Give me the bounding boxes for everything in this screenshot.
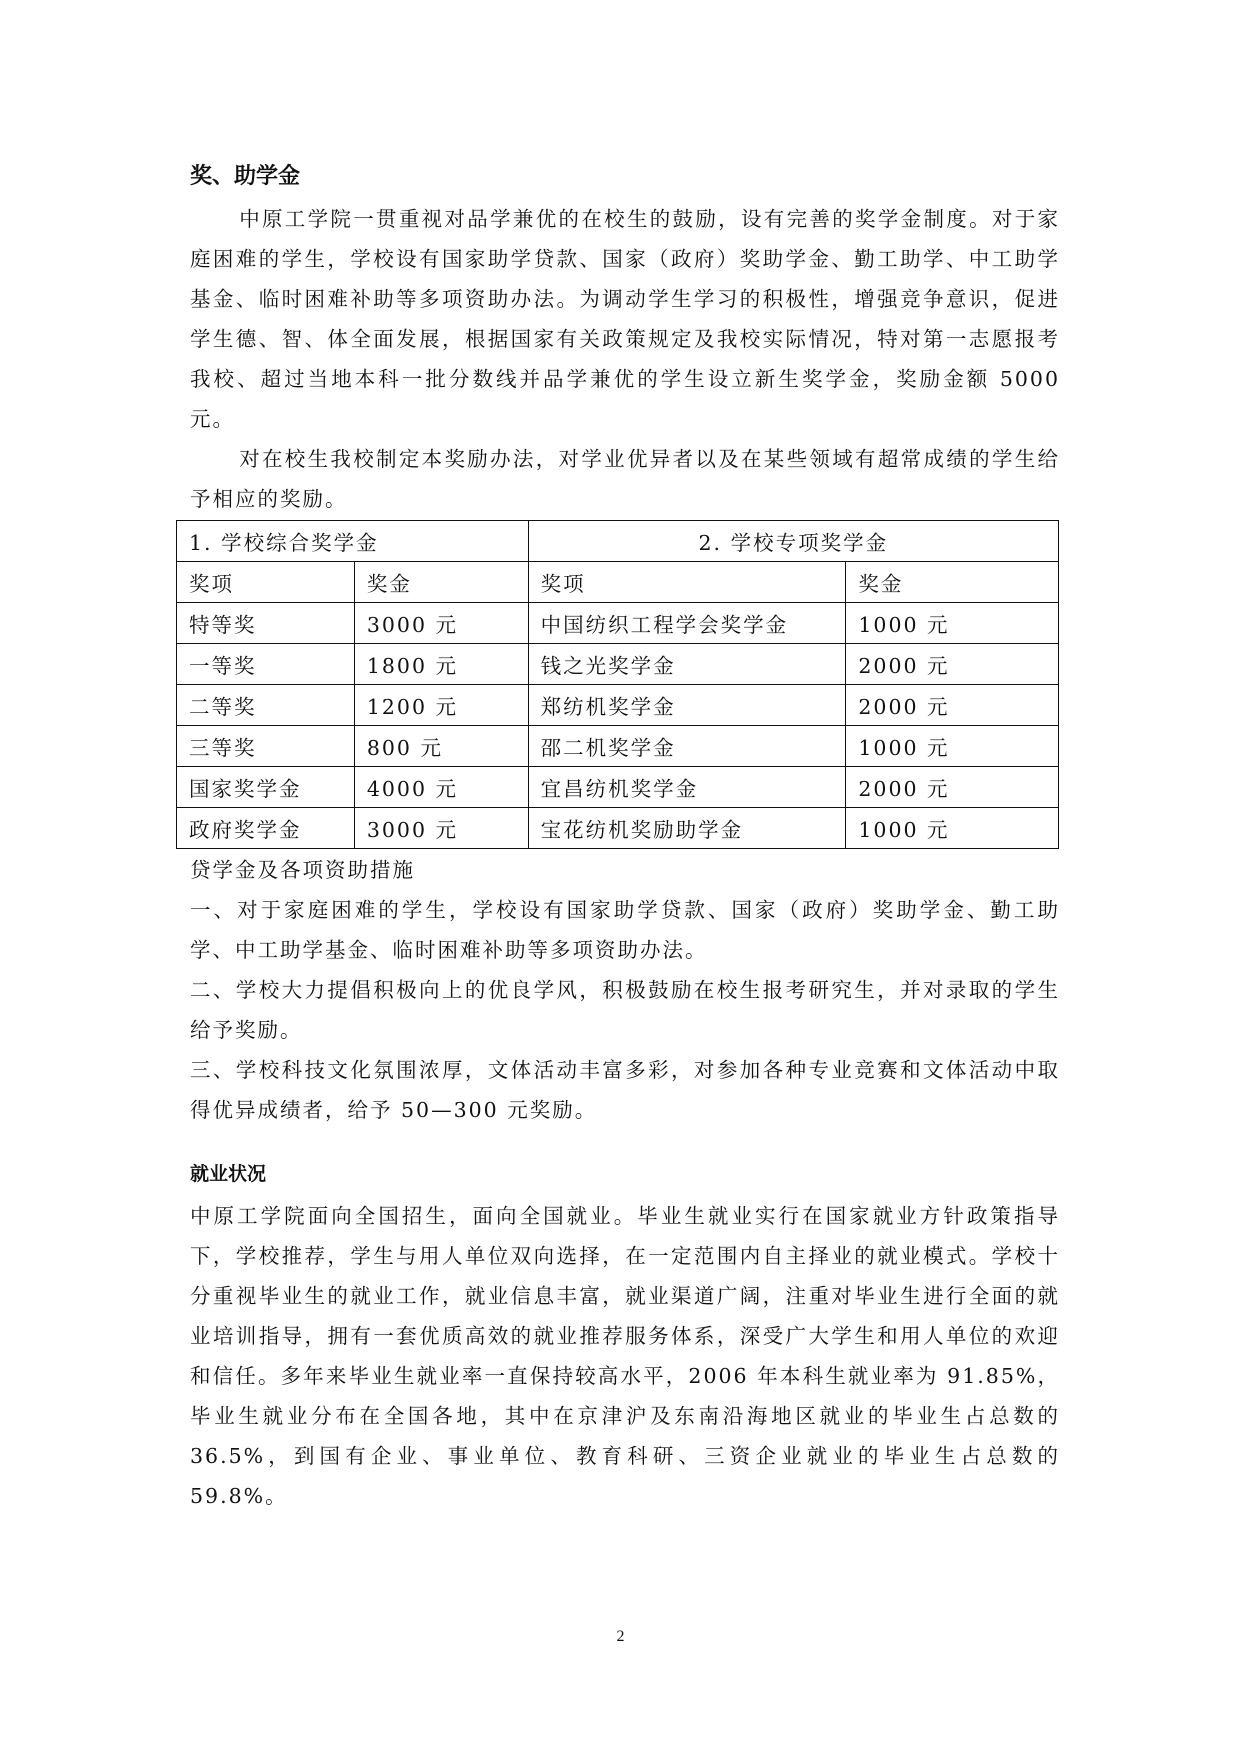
column-header-item: 奖项 bbox=[528, 562, 846, 603]
loans-item-3: 三、学校科技文化氛围浓厚，文体活动丰富多彩，对参加各种专业竞赛和文体活动中取得优异成绩者，给予 50—300 元奖励。 bbox=[190, 1058, 1060, 1122]
award-amount-special: 2000 元 bbox=[846, 644, 1059, 685]
loans-item-1: 一、对于家庭困难的学生，学校设有国家助学贷款、国家（政府）奖助学金、勤工助学、中工助学基金、临时困难补助等多项资助办法。 bbox=[190, 898, 1060, 962]
loans-item-2: 二、学校大力提倡积极向上的优良学风，积极鼓励在校生报考研究生，并对录取的学生给予奖励。 bbox=[190, 978, 1060, 1042]
award-name-special: 钱之光奖学金 bbox=[528, 644, 846, 685]
table-row bbox=[177, 808, 1059, 849]
award-amount-special: 2000 元 bbox=[846, 685, 1059, 726]
loans-title: 贷学金及各项资助措施 bbox=[190, 858, 415, 882]
award-amount-comprehensive: 3000 元 bbox=[354, 808, 528, 849]
column-header-amount: 奖金 bbox=[354, 562, 528, 603]
award-amount-comprehensive: 1800 元 bbox=[354, 644, 528, 685]
employment-paragraph: 中原工学院面向全国招生，面向全国就业。毕业生就业实行在国家就业方针政策指导下，学校推荐，学生与用人单位双向选择，在一定范围内自主择业的就业模式。学校十分重视毕业生的就业工作，就业信息丰富，就业渠道广阔，注重对毕业生进行全面的就业培训指导，拥有一套优质高效的就业推荐服务体系，深受广大学生和用人单位的欢迎和信任。多年来毕业生就业率一直保持较高水平，2006 年本科生就业率为 91.85%，毕业生就业分布在全国各地，其中在京津沪及东南沿海地区就业的毕业生占总数的 36.5%，到国有企业、事业单位、教育科研、三资企业就业的毕业生占总数的 59.8%。 bbox=[190, 1204, 1060, 1508]
award-name-special: 宜昌纺机奖学金 bbox=[528, 767, 846, 808]
table-group-header-row bbox=[177, 521, 1059, 562]
award-name-comprehensive: 特等奖 bbox=[177, 603, 355, 644]
table-row bbox=[177, 767, 1059, 808]
table-column-header-row bbox=[177, 562, 1059, 603]
award-amount-comprehensive: 1200 元 bbox=[354, 685, 528, 726]
award-name-special: 邵二机奖学金 bbox=[528, 726, 846, 767]
scholarship-table bbox=[176, 520, 1059, 849]
award-amount-special: 1000 元 bbox=[846, 603, 1059, 644]
scholarship-paragraph-2: 对在校生我校制定本奖励办法，对学业优异者以及在某些领域有超常成绩的学生给予相应的奖励。 bbox=[190, 447, 1060, 511]
award-amount-comprehensive: 800 元 bbox=[354, 726, 528, 767]
column-header-amount: 奖金 bbox=[846, 562, 1059, 603]
section-title-scholarship: 奖、助学金 bbox=[190, 164, 301, 189]
group-title-comprehensive: 1. 学校综合奖学金 bbox=[177, 521, 529, 562]
award-name-comprehensive: 三等奖 bbox=[177, 726, 355, 767]
award-amount-special: 2000 元 bbox=[846, 767, 1059, 808]
award-name-special: 郑纺机奖学金 bbox=[528, 685, 846, 726]
award-name-comprehensive: 国家奖学金 bbox=[177, 767, 355, 808]
scholarship-paragraph-1: 中原工学院一贯重视对品学兼优的在校生的鼓励，设有完善的奖学金制度。对于家庭困难的学生，学校设有国家助学贷款、国家（政府）奖助学金、勤工助学、中工助学基金、临时困难补助等多项资助办法。为调动学生学习的积极性，增强竞争意识，促进学生德、智、体全面发展，根据国家有关政策规定及我校实际情况，特对第一志愿报考我校、超过当地本科一批分数线并品学兼优的学生设立新生奖学金，奖励金额 5000 元。 bbox=[190, 207, 1060, 431]
award-amount-comprehensive: 3000 元 bbox=[354, 603, 528, 644]
award-name-comprehensive: 一等奖 bbox=[177, 644, 355, 685]
award-amount-comprehensive: 4000 元 bbox=[354, 767, 528, 808]
table-row bbox=[177, 603, 1059, 644]
award-name-comprehensive: 二等奖 bbox=[177, 685, 355, 726]
award-amount-special: 1000 元 bbox=[846, 808, 1059, 849]
award-name-special: 宝花纺机奖励助学金 bbox=[528, 808, 846, 849]
award-name-comprehensive: 政府奖学金 bbox=[177, 808, 355, 849]
table-row bbox=[177, 644, 1059, 685]
page-content bbox=[190, 155, 1060, 1516]
group-title-special: 2. 学校专项奖学金 bbox=[528, 521, 1058, 562]
column-header-item: 奖项 bbox=[177, 562, 355, 603]
award-amount-special: 1000 元 bbox=[846, 726, 1059, 767]
table-row bbox=[177, 726, 1059, 767]
award-name-special: 中国纺织工程学会奖学金 bbox=[528, 603, 846, 644]
table-row bbox=[177, 685, 1059, 726]
page-number: 2 bbox=[616, 1628, 625, 1645]
section-title-employment: 就业状况 bbox=[190, 1163, 267, 1185]
